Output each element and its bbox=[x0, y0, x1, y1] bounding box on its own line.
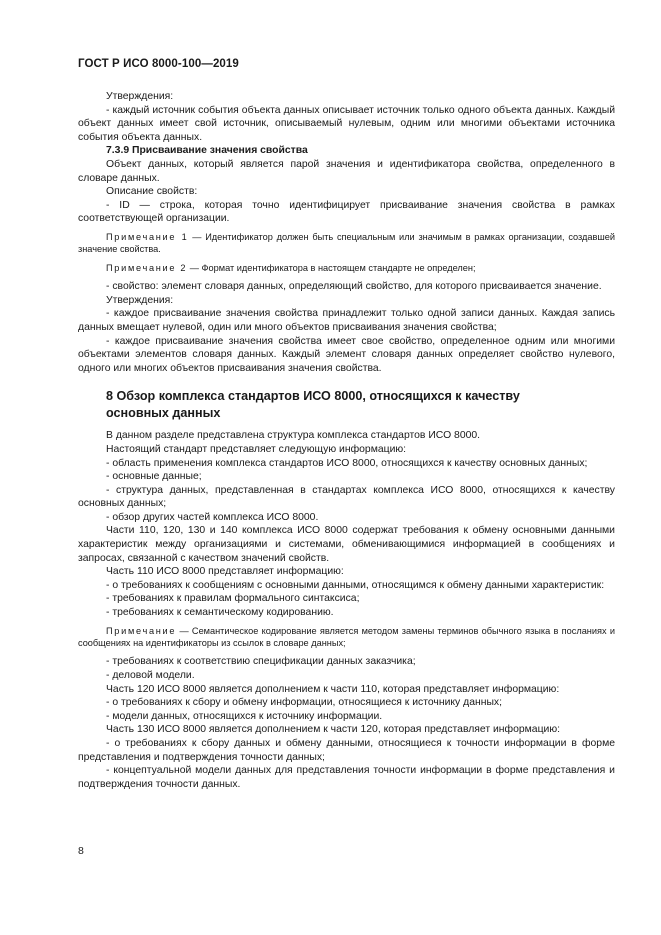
document-body bbox=[78, 90, 615, 791]
document-header: ГОСТ Р ИСО 8000-100—2019 bbox=[78, 58, 239, 70]
paragraph: - каждый источник события объекта данных описывает источник только одного объекта данных. Каждый объект данных имеет свой источник, описываемый нулевым, одним или многими объектами источника события объекта данных. bbox=[78, 104, 615, 143]
paragraph: Часть 120 ИСО 8000 является дополнением к части 110, которая представляет информацию: bbox=[106, 683, 560, 695]
page-number: 8 bbox=[78, 845, 84, 857]
list-item: - требованиях к правилам формального синтаксиса; bbox=[106, 593, 360, 605]
list-item: - о требованиях к сбору и обмену информации, относящиеся к источнику данных; bbox=[106, 697, 502, 709]
list-item: - о требованиях к сбору данных и обмену данными, относящиеся к точности информации в форме представления и подтверждения точности данных; bbox=[78, 738, 615, 763]
paragraph: В данном разделе представлена структура комплекса стандартов ИСО 8000. bbox=[106, 430, 481, 442]
paragraph: - свойство: элемент словаря данных, определяющий свойство, для которого присваивается значение. bbox=[106, 281, 602, 293]
list-item: - структура данных, представленная в стандартах комплекса ИСО 8000, относящихся к качеству основных данных; bbox=[78, 484, 615, 510]
list-item: - требованиях к соответствию спецификации данных заказчика; bbox=[106, 656, 416, 668]
paragraph: Части 110, 120, 130 и 140 комплекса ИСО 8000 содержат требования к обмену основными данными характеристик между организациями и системами, обменивающимися информацией в сообщениях и запросах, связанной с качеством значений свойств. bbox=[78, 525, 615, 564]
note-3 bbox=[78, 625, 615, 650]
paragraph: Описание свойств: bbox=[106, 186, 198, 198]
list-item: - область применения комплекса стандартов ИСО 8000, относящихся к качеству основных данных; bbox=[106, 457, 588, 469]
paragraph: Утверждения: bbox=[106, 294, 174, 306]
paragraph: - каждое присваивание значения свойства принадлежит только одной записи данных. Каждая запись данных вмещает нулевой, один или много объектов присваивания значения свойства; bbox=[78, 308, 615, 333]
paragraph: - каждое присваивание значения свойства имеет свое свойство, определенное одним или многими объектами элементов словаря данных. Каждый элемент словаря данных определяет свойство нулевого, одного или многих объектов присваивания значения свойства. bbox=[78, 335, 615, 374]
paragraph: Утверждения: bbox=[106, 91, 174, 102]
list-item: - деловой модели. bbox=[106, 670, 195, 682]
note-label: Примечание 2 bbox=[106, 262, 188, 273]
note-1 bbox=[78, 231, 615, 256]
subsection-heading: 7.3.9 Присваивание значения свойства bbox=[106, 145, 308, 157]
note-label: Примечание bbox=[106, 625, 177, 636]
paragraph: Объект данных, который является парой значения и идентификатора свойства, определенного в словаре данных. bbox=[78, 158, 615, 184]
list-item: - основные данные; bbox=[106, 471, 202, 483]
paragraph: Часть 110 ИСО 8000 представляет информацию: bbox=[106, 566, 344, 578]
section-heading bbox=[78, 388, 615, 421]
paragraph: Настоящий стандарт представляет следующую информацию: bbox=[106, 443, 407, 455]
note-text: — Формат идентификатора в настоящем стандарте не определен; bbox=[187, 262, 476, 273]
note-text: — Идентификатор должен быть специальным или значимым в рамках организации, создавшей значение свойства. bbox=[78, 231, 615, 255]
note-label: Примечание 1 bbox=[106, 231, 189, 242]
list-item: - концептуальной модели данных для представления точности информации в форме представления и подтверждения точности данных. bbox=[78, 765, 615, 790]
paragraph: - ID — строка, которая точно идентифицирует присваивание значения свойства в рамках соответствующей организации. bbox=[78, 199, 615, 225]
paragraph: Часть 130 ИСО 8000 является дополнением к части 120, которая представляет информацию: bbox=[106, 724, 561, 736]
list-item: - обзор других частей комплекса ИСО 8000. bbox=[106, 511, 319, 523]
section-heading-line2: основных данных bbox=[106, 405, 221, 420]
list-item: - о требованиях к сообщениям с основными данными, относящимся к обмену данными характеристик: bbox=[106, 579, 605, 591]
section-heading-line1: 8 Обзор комплекса стандартов ИСО 8000, относящихся к качеству bbox=[106, 389, 520, 404]
note-2 bbox=[78, 262, 615, 274]
note-text: — Семантическое кодирование является методом замены терминов обычного языка в посланиях и сообщениях на идентификаторы из ссылок в словаре данных; bbox=[78, 625, 615, 649]
list-item: - модели данных, относящихся к источнику информации. bbox=[106, 710, 383, 722]
list-item: - требованиях к семантическому кодированию. bbox=[106, 607, 334, 619]
